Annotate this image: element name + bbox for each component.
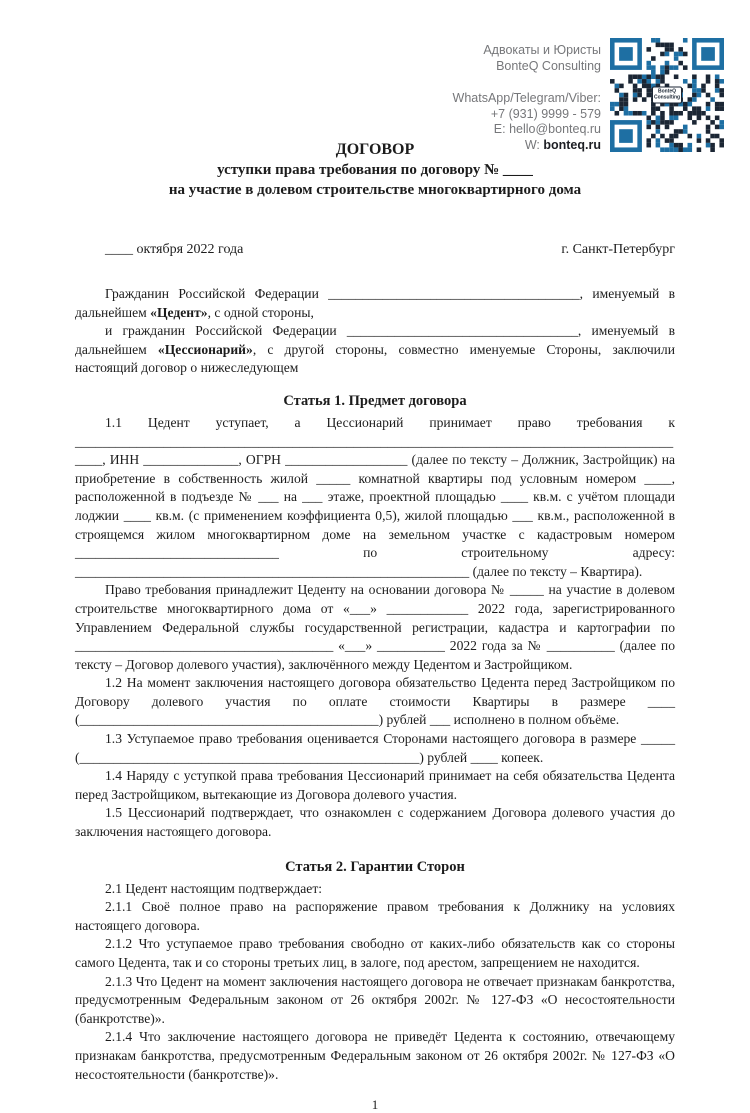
paragraph: 1.2 На момент заключения настоящего договора обязательство Цедента перед Застройщиком по Договору долевого участия по оплате стоимости Квартиры в размере ____ (____________________________________________) рублей ___ исполнено в полном объёме. <box>75 675 675 728</box>
paragraph: 2.1.1 Своё полное право на распоряжение правом требования к Должнику на условиях настоящего договора. <box>75 899 675 933</box>
title-line3: на участие в долевом строительстве многоквартирного дома <box>168 182 582 198</box>
paragraph: Право требования принадлежит Цеденту на основании договора № _____ на участие в долевом строительстве многоквартирного дома от «___» ____________ 2022 года, зарегистрированного Управлением Федеральной службы государственной регистрации, кадастра и картографии по ______________________________________ «___» __________ 2022 года за № __________ (далее по тексту – Договор долевого участия), заключённого между Цедентом и Застройщиком. <box>75 582 675 672</box>
letterhead-phone: +7 (931) 9999 - 579 <box>490 106 601 121</box>
qr-code-icon <box>610 38 724 152</box>
title-line2: уступки права требования по договору № ____ <box>217 162 533 178</box>
paragraph: 2.1.3 Что Цедент на момент заключения настоящего договора не отвечает признакам банкротства, предусмотренным Федеральным законом от 26 октября 2002г. № 127-ФЗ «О несостоятельности (банкротстве)». <box>75 973 675 1026</box>
city-field: г. Санкт-Петербург <box>561 242 675 257</box>
paragraph: 1.1 Цедент уступает, а Цессионарий принимает право требования к ____________________________________________________________________________________________, ИНН ______________, ОГРН __________________ (далее по тексту – Должник, Застройщик) на приобретение в собственность жилой _____ комнатной квартиры под условным номером ____, расположенной в подъезде № ___ на ___ этаже, проектной площадью ____ кв.м. с учётом площади лоджии ____ кв.м. (с применением коэффициента 0,5), жилой площадью ___ кв.м., расположенной в строящемся жилом многоквартирном доме на земельном участке с кадастровым номером ______________________________ по строительному адресу: __________________________________________________________ (далее по тексту – Квартира). <box>75 414 675 579</box>
letterhead-spacer <box>453 74 601 91</box>
letterhead-contacts <box>453 38 601 153</box>
section-1-heading: Статья 1. Предмет договора <box>283 392 467 409</box>
paragraph: 1.3 Уступаемое право требования оценивается Сторонами настоящего договора в размере _____ (__________________________________________________) рублей ____ копеек. <box>75 731 675 765</box>
website-url: bonteq.ru <box>543 137 601 152</box>
paragraph: и гражданин Российской Федерации __________________________________, именуемый в дальнейшем «Цессионарий», с другой стороны, совместно именуемые Стороны, заключили настоящий договор о нижеследующем <box>75 323 675 376</box>
dateline <box>75 242 675 258</box>
page-number: 1 <box>371 1097 379 1113</box>
section-2-heading: Статья 2. Гарантии Сторон <box>285 858 465 875</box>
letterhead-messengers: WhatsApp/Telegram/Viber: <box>452 91 601 105</box>
qr-center-logo: BonteQ Consulting <box>652 87 682 104</box>
paragraph: 2.1.2 Что уступаемое право требования свободно от каких-либо обязательств как со стороны самого Цедента, так и со стороны третьих лиц, в залоге, под арестом, запрещением не находится. <box>75 936 675 970</box>
date-field: ____ октября 2022 года <box>105 242 244 257</box>
paragraph: 2.1.4 Что заключение настоящего договора не приведёт Цедента к состоянию, отвечающему признакам банкротства, предусмотренным Федеральным законом от 26 октября 2002г. № 127-ФЗ «О несостоятельности (банкротстве)». <box>75 1029 675 1082</box>
section-1-body <box>75 414 675 842</box>
section-2-body <box>75 880 675 1085</box>
letterhead <box>453 38 724 153</box>
preamble <box>75 285 675 378</box>
website-label: W: <box>524 137 544 152</box>
paragraph: 1.4 Наряду с уступкой права требования Цессионарий принимает на себя обязательства Цедента перед Застройщиком, вытекающие из Договора долевого участия. <box>75 768 675 802</box>
letterhead-email: E: hello@bonteq.ru <box>493 122 601 136</box>
letterhead-org-line1: Адвокаты и Юристы <box>483 43 601 57</box>
paragraph: 1.5 Цессионарий подтверждает, что ознакомлен с содержанием Договора долевого участия до заключения настоящего договора. <box>75 805 675 840</box>
letterhead-website <box>453 138 601 154</box>
paragraph: Гражданин Российской Федерации _____________________________________, именуемый в дальнейшем «Цедент», с одной стороны, <box>75 286 675 320</box>
title-line1: ДОГОВОР <box>335 141 415 158</box>
paragraph: 2.1 Цедент настоящим подтверждает: <box>105 880 323 896</box>
letterhead-org-line2: BonteQ Consulting <box>496 58 601 73</box>
